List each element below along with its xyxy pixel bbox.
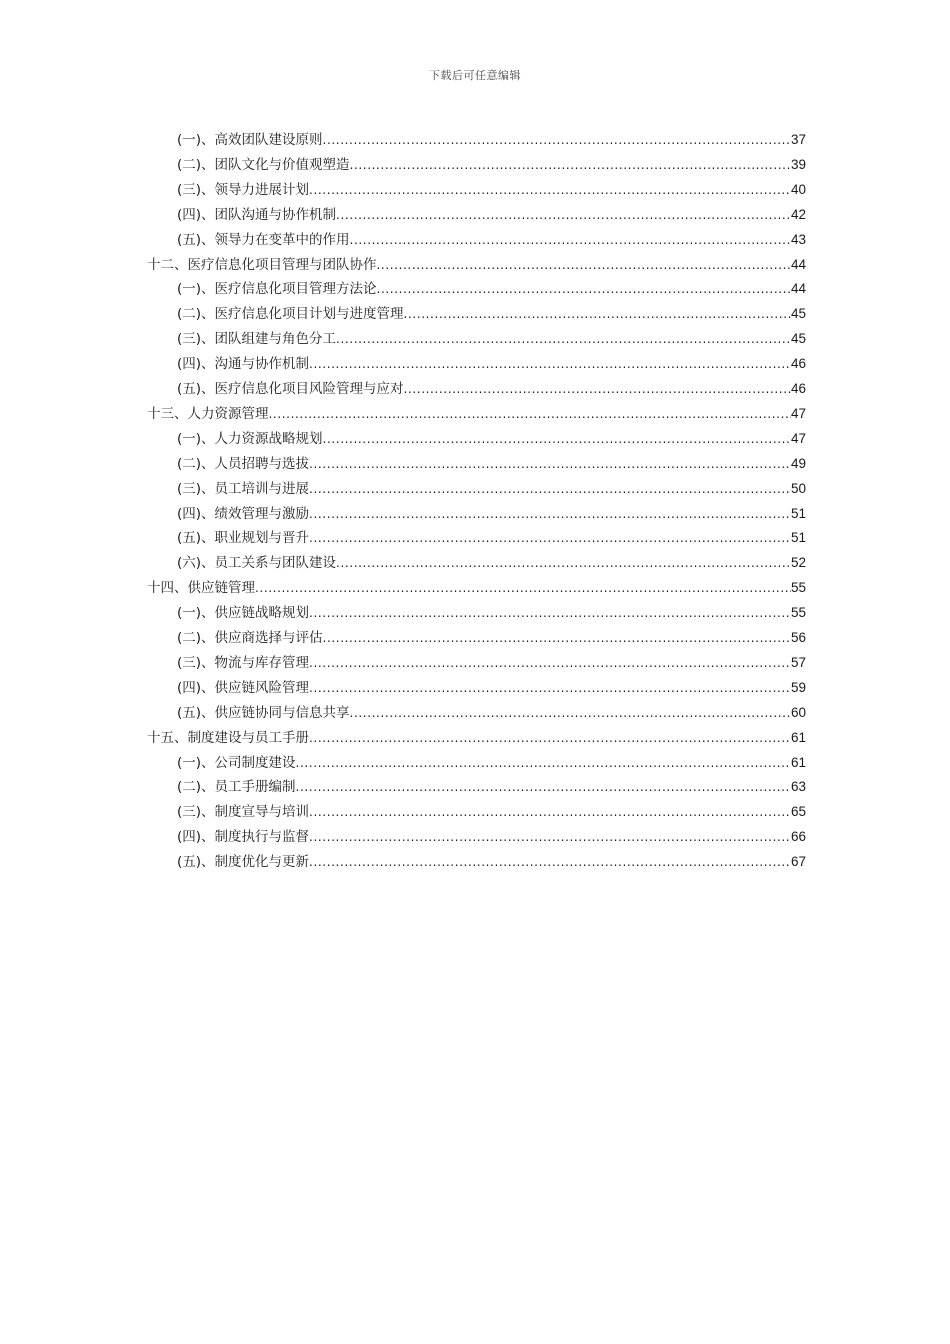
toc-dot-leader bbox=[350, 231, 791, 249]
toc-page-number: 44 bbox=[790, 281, 806, 297]
toc-section-entry[interactable] bbox=[177, 349, 806, 373]
toc-section-entry[interactable] bbox=[177, 449, 806, 473]
toc-entry-title: (三)、团队组建与角色分工 bbox=[177, 331, 337, 348]
toc-section-entry[interactable] bbox=[177, 424, 806, 448]
toc-page-number: 56 bbox=[790, 630, 806, 645]
toc-section-entry[interactable] bbox=[177, 623, 806, 647]
toc-dot-leader bbox=[336, 554, 791, 572]
toc-section-entry[interactable] bbox=[177, 698, 806, 722]
toc-dot-leader bbox=[336, 206, 791, 224]
toc-entry-title: 十二、医疗信息化项目管理与团队协作 bbox=[147, 256, 377, 273]
toc-dot-leader bbox=[309, 480, 791, 498]
toc-section-entry[interactable] bbox=[177, 474, 806, 498]
toc-dot-leader bbox=[309, 355, 791, 373]
toc-page-number: 42 bbox=[790, 206, 806, 222]
toc-entry-title: (六)、员工关系与团队建设 bbox=[177, 555, 337, 572]
toc-section-entry[interactable] bbox=[177, 598, 806, 622]
toc-page-number: 47 bbox=[790, 405, 806, 421]
toc-page-number: 61 bbox=[790, 729, 806, 745]
toc-section-entry[interactable] bbox=[177, 274, 806, 298]
toc-dot-leader bbox=[404, 380, 791, 398]
toc-dot-leader bbox=[309, 679, 791, 697]
toc-page-number: 46 bbox=[790, 356, 806, 372]
toc-dot-leader bbox=[309, 729, 791, 747]
toc-section-entry[interactable] bbox=[177, 523, 806, 547]
toc-page-number: 37 bbox=[790, 132, 806, 147]
toc-dot-leader bbox=[336, 330, 791, 348]
toc-entry-title: 十三、人力资源管理 bbox=[147, 405, 269, 422]
toc-entry-title: (五)、供应链协同与信息共享 bbox=[177, 704, 350, 721]
page-header: 下载后可任意编辑 bbox=[429, 69, 521, 82]
toc-page-number: 46 bbox=[790, 381, 806, 396]
toc-dot-leader bbox=[377, 256, 791, 274]
toc-entry-title: (四)、供应链风险管理 bbox=[177, 679, 310, 696]
toc-page-number: 39 bbox=[790, 156, 806, 172]
toc-page-number: 66 bbox=[790, 829, 806, 845]
toc-dot-leader bbox=[296, 754, 791, 772]
toc-entry-title: (四)、绩效管理与激励 bbox=[177, 505, 310, 522]
toc-entry-title: 十五、制度建设与员工手册 bbox=[147, 729, 309, 746]
toc-entry-title: 十四、供应链管理 bbox=[147, 580, 255, 597]
toc-chapter-entry[interactable] bbox=[147, 723, 806, 747]
toc-section-entry[interactable] bbox=[177, 374, 806, 398]
toc-page-number: 67 bbox=[790, 854, 806, 870]
toc-page-number: 45 bbox=[790, 306, 806, 322]
toc-dot-leader bbox=[350, 704, 791, 722]
toc-entry-title: (二)、医疗信息化项目计划与进度管理 bbox=[177, 306, 404, 323]
toc-entry-title: (三)、制度宣导与培训 bbox=[177, 804, 310, 821]
toc-chapter-entry[interactable] bbox=[147, 399, 806, 423]
toc-page-number: 60 bbox=[790, 704, 806, 720]
toc-entry-title: (五)、领导力在变革中的作用 bbox=[177, 231, 350, 248]
toc-entry-title: (三)、物流与库存管理 bbox=[177, 654, 310, 671]
toc-dot-leader bbox=[323, 629, 791, 647]
toc-page-number: 61 bbox=[790, 754, 806, 770]
toc-section-entry[interactable] bbox=[177, 673, 806, 697]
toc-dot-leader bbox=[309, 853, 791, 871]
toc-section-entry[interactable] bbox=[177, 648, 806, 672]
toc-dot-leader bbox=[269, 405, 791, 423]
toc-dot-leader bbox=[404, 305, 791, 323]
toc-section-entry[interactable] bbox=[177, 225, 806, 249]
toc-entry-title: (五)、职业规划与晋升 bbox=[177, 530, 310, 547]
toc-section-entry[interactable] bbox=[177, 847, 806, 871]
toc-page-number: 52 bbox=[790, 555, 806, 571]
toc-page-number: 65 bbox=[790, 804, 806, 820]
toc-page-number: 44 bbox=[790, 256, 806, 272]
toc-section-entry[interactable] bbox=[177, 150, 806, 174]
toc-section-entry[interactable] bbox=[177, 797, 806, 821]
toc-chapter-entry[interactable] bbox=[147, 573, 806, 597]
toc-chapter-entry[interactable] bbox=[147, 250, 806, 274]
toc-page-number: 50 bbox=[790, 480, 806, 496]
toc-dot-leader bbox=[309, 654, 791, 672]
toc-page-number: 55 bbox=[790, 605, 806, 621]
toc-dot-leader bbox=[296, 778, 791, 796]
toc-dot-leader bbox=[309, 803, 791, 821]
toc-dot-leader bbox=[309, 529, 791, 547]
toc-entry-title: (三)、领导力进展计划 bbox=[177, 181, 310, 198]
toc-entry-title: (三)、员工培训与进展 bbox=[177, 480, 310, 497]
toc-page-number: 51 bbox=[790, 505, 806, 521]
toc-section-entry[interactable] bbox=[177, 299, 806, 323]
toc-section-entry[interactable] bbox=[177, 499, 806, 523]
toc-page-number: 63 bbox=[790, 779, 806, 795]
toc-section-entry[interactable] bbox=[177, 822, 806, 846]
toc-dot-leader bbox=[309, 505, 791, 523]
toc-page-number: 49 bbox=[790, 455, 806, 471]
toc-page-number: 45 bbox=[790, 331, 806, 347]
toc-entry-title: (二)、团队文化与价值观塑造 bbox=[177, 156, 350, 173]
toc-entry-title: (一)、供应链战略规划 bbox=[177, 605, 310, 622]
toc-page-number: 55 bbox=[790, 580, 806, 596]
toc-entry-title: (五)、制度优化与更新 bbox=[177, 854, 310, 871]
toc-dot-leader bbox=[323, 430, 791, 448]
toc-dot-leader bbox=[309, 828, 791, 846]
toc-page-number: 57 bbox=[790, 654, 806, 670]
toc-page-number: 40 bbox=[790, 181, 806, 197]
toc-entry-title: (五)、医疗信息化项目风险管理与应对 bbox=[177, 381, 404, 397]
toc-entry-title: (四)、团队沟通与协作机制 bbox=[177, 206, 337, 223]
toc-entry-title: (一)、高效团队建设原则 bbox=[177, 132, 323, 148]
toc-section-entry[interactable] bbox=[177, 200, 806, 224]
toc-section-entry[interactable] bbox=[177, 772, 806, 796]
toc-section-entry[interactable] bbox=[177, 324, 806, 348]
toc-entry-title: (二)、人员招聘与选拔 bbox=[177, 455, 310, 472]
toc-dot-leader bbox=[377, 280, 791, 298]
toc-section-entry[interactable] bbox=[177, 548, 806, 572]
toc-entry-title: (二)、员工手册编制 bbox=[177, 779, 296, 796]
toc-dot-leader bbox=[309, 455, 791, 473]
toc-section-entry[interactable] bbox=[177, 175, 806, 199]
toc-page-number: 59 bbox=[790, 679, 806, 695]
toc-entry-title: (一)、人力资源战略规划 bbox=[177, 430, 323, 447]
toc-dot-leader bbox=[323, 131, 791, 149]
toc-entry-title: (四)、沟通与协作机制 bbox=[177, 356, 310, 373]
toc-dot-leader bbox=[309, 604, 791, 622]
toc-dot-leader bbox=[255, 579, 791, 597]
toc-entry-title: (二)、供应商选择与评估 bbox=[177, 630, 323, 646]
toc-entry-title: (一)、公司制度建设 bbox=[177, 754, 296, 771]
toc-page-number: 51 bbox=[790, 530, 806, 546]
toc-dot-leader bbox=[309, 181, 791, 199]
toc-page-number: 47 bbox=[790, 430, 806, 446]
toc-entry-title: (四)、制度执行与监督 bbox=[177, 829, 310, 846]
toc-dot-leader bbox=[350, 156, 791, 174]
toc-entry-title: (一)、医疗信息化项目管理方法论 bbox=[177, 281, 377, 298]
toc-section-entry[interactable] bbox=[177, 748, 806, 772]
toc-section-entry[interactable] bbox=[177, 125, 806, 149]
toc-page-number: 43 bbox=[790, 231, 806, 247]
